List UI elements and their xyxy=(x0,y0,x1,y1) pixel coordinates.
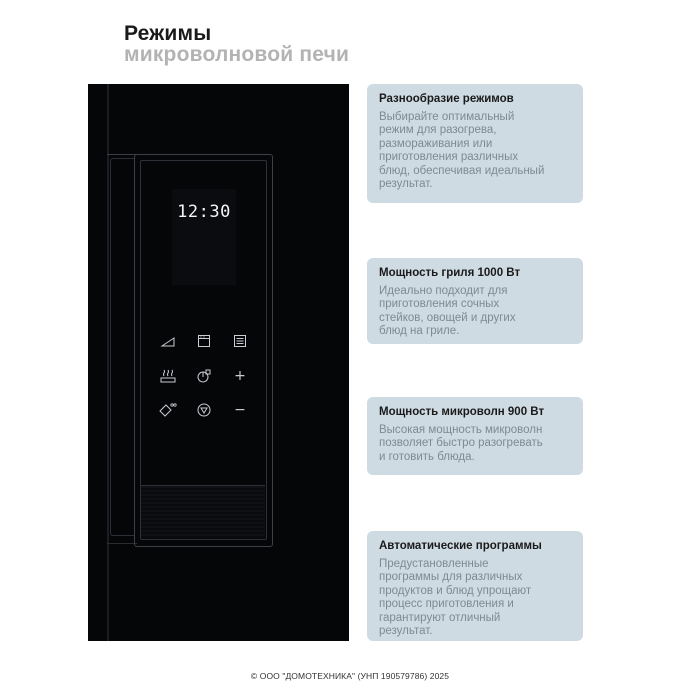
menu-button xyxy=(229,332,251,350)
microwave-side-edge xyxy=(107,84,109,641)
steam-defrost-button xyxy=(157,367,179,385)
steam-icon xyxy=(159,368,177,384)
page-subtitle: микроволновой печи xyxy=(124,43,350,66)
power-level-icon xyxy=(160,336,176,348)
door-open-button xyxy=(141,485,265,538)
oven-mode-button xyxy=(193,332,215,350)
auto-program-icon xyxy=(196,368,212,384)
feature-title: Автоматические программы xyxy=(379,540,542,552)
auto-program-button xyxy=(193,367,215,385)
feature-title: Мощность гриля 1000 Вт xyxy=(379,267,521,279)
feature-description: Предустановленные программы для различных продуктов и блюд упрощают процесс приготовления и гарантируют отличный результат. xyxy=(379,558,532,638)
display-time: 12:30 xyxy=(177,202,231,222)
page-title: Режимы xyxy=(124,22,212,45)
oven-mode-icon xyxy=(197,334,211,348)
feature-card-grill xyxy=(367,258,583,344)
menu-list-icon xyxy=(233,334,247,348)
feature-title: Разнообразие режимов xyxy=(379,93,514,105)
feature-title: Мощность микроволн 900 Вт xyxy=(379,406,545,418)
door-top-edge xyxy=(107,154,137,155)
weight-defrost-icon xyxy=(158,402,178,418)
start-icon xyxy=(196,402,212,418)
feature-description: Идеально подходит для приготовления сочных стейков, овощей и других блюд на гриле. xyxy=(379,285,516,338)
plus-button xyxy=(229,367,251,385)
start-button xyxy=(193,401,215,419)
feature-card-auto-programs xyxy=(367,531,583,641)
feature-description: Высокая мощность микроволн позволяет быстро разогревать и готовить блюда. xyxy=(379,424,543,463)
microwave-door xyxy=(110,158,135,536)
copyright-footer: © ООО "ДОМОТЕХНИКА" (УНП 190579786) 2025 xyxy=(250,671,450,681)
plus-icon: + xyxy=(234,368,246,384)
door-bottom-edge xyxy=(107,543,137,544)
feature-card-microwave-power xyxy=(367,397,583,475)
weight-defrost-button xyxy=(157,401,179,419)
minus-button xyxy=(229,401,251,419)
power-level-button xyxy=(157,333,179,351)
feature-description: Выбирайте оптимальный режим для разогрева, размораживания или приготовления различных блюд, обеспечивая идеальный результат. xyxy=(379,111,545,191)
feature-card-modes xyxy=(367,84,583,203)
minus-icon: − xyxy=(234,402,246,418)
